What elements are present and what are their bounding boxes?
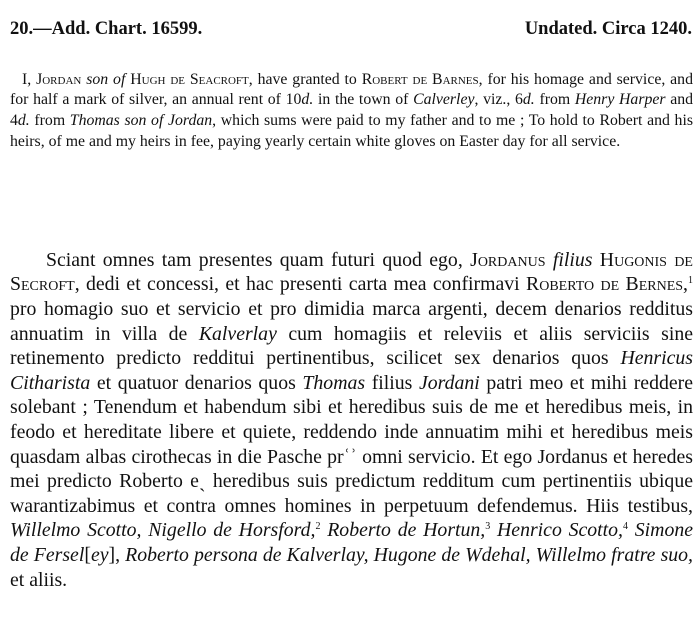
charter-italic: Henrico Scotto, xyxy=(497,519,623,542)
charter-italic: filius xyxy=(552,248,593,271)
summary-name: Robert de Barnes xyxy=(361,70,479,88)
summary-text: I, xyxy=(22,70,37,88)
charter-text: et aliis. xyxy=(10,568,68,591)
charter-text xyxy=(546,249,553,271)
charter-text: pro homagio suo et servicio et pro dimidia marca argenti, decem denarios redditus annuatim in villa de xyxy=(10,297,693,345)
entry-header xyxy=(10,18,692,40)
summary-name: Hugh de Seacroft xyxy=(130,70,249,88)
summary-text: , for his homage and service, and for half a mark of silver, an annual rent of xyxy=(10,70,693,109)
charter-text xyxy=(592,249,599,271)
summary-text: and xyxy=(665,91,694,109)
charter-text: filius xyxy=(365,371,419,394)
summary-text: , have granted to xyxy=(248,70,362,88)
charter-italic: Roberto de Hortun, xyxy=(327,519,486,542)
charter-text xyxy=(490,519,497,541)
charter-italic: Henricus Citharista xyxy=(10,347,693,394)
footnote-marker[interactable]: 4 xyxy=(623,521,628,533)
summary-italic: son of xyxy=(86,70,126,88)
charter-italic: Roberto persona de Kalverlay, Hugone de Wdehal, Willelmo fratre suo, xyxy=(125,543,694,566)
charter-text: , dedi et concessi, et hac presenti carta mea confirmavi xyxy=(74,273,527,296)
summary-text: in the town of xyxy=(313,91,414,109)
charter-italic: Kalverlay xyxy=(198,322,277,345)
charter-italic: Willelmo Scotto, Nigello de Horsford, xyxy=(10,519,316,542)
charter-text: Sciant omnes tam presentes quam futuri quod ego, xyxy=(46,248,471,271)
summary-amount: 10 xyxy=(285,91,302,109)
charter-number: 20.—Add. Chart. 16599. xyxy=(10,19,203,39)
summary-italic: d. xyxy=(301,91,314,109)
summary-text: from xyxy=(534,91,575,109)
summary-italic: Henry Harper xyxy=(574,91,666,109)
summary-amount: 4 xyxy=(10,111,18,129)
summary-italic: d. xyxy=(17,111,30,129)
english-summary xyxy=(10,70,693,152)
charter-name: Roberto de Bernes xyxy=(526,273,684,296)
charter-name: Hugonis de Secroft xyxy=(10,248,693,296)
charter-text: ], xyxy=(108,543,126,566)
charter-italic: ey xyxy=(90,543,109,566)
summary-amount: 6 xyxy=(515,91,523,109)
charter-text: cum homagiis et releviis et aliis serviciis sine retinemento predicto redditui pertinentibus, scilicet sex denarios quos xyxy=(10,322,693,370)
charter-date: Undated. Circa 1240. xyxy=(524,19,692,39)
summary-italic: Calverley xyxy=(413,91,475,109)
charter-italic: Jordani xyxy=(418,371,480,394)
charter-name: Jordanus xyxy=(470,248,546,271)
summary-text: , viz., xyxy=(474,91,515,109)
summary-italic: d. xyxy=(522,91,535,109)
charter-italic: Thomas xyxy=(302,371,366,394)
summary-italic: Thomas son of Jordan xyxy=(69,111,213,129)
charter-text: [ xyxy=(84,543,91,566)
charter-text: , xyxy=(683,273,688,296)
footnote-marker[interactable]: 2 xyxy=(315,521,321,533)
summary-text: , which sums were paid to my father and to me ; To hold to Robert and his heirs, of me and my heirs in fee, paying yearly certain white gloves on Easter day for all service. xyxy=(10,111,693,150)
summary-name: Jordan xyxy=(36,70,82,88)
charter-text: et quatuor denarios quos xyxy=(90,371,303,394)
summary-text: from xyxy=(29,111,70,129)
footnote-marker[interactable]: 1 xyxy=(688,275,693,287)
charter-italic: Simone de Fersel xyxy=(10,519,693,566)
latin-charter-text xyxy=(10,248,693,592)
charter-text: patri meo et mihi reddere solebant ; Tenendum et habendum sibi et heredibus suis de me et heredibus meis, in feodo et hereditate libere et quiete, reddendo inde annuatim mihi et heredibus meis quasdam albas cirothecas in die Pasche prʿʾ omni servicio. Et ego Jordanus et heredes mei predicto Roberto eˎ heredibus suis predictum redditum cum pertinentiis ubique warantizabimus et contra omnes homines in perpetuum defendemus. Hiis testibus, xyxy=(10,371,693,517)
charter-text xyxy=(628,519,635,541)
footnote-marker[interactable]: 3 xyxy=(485,521,491,533)
